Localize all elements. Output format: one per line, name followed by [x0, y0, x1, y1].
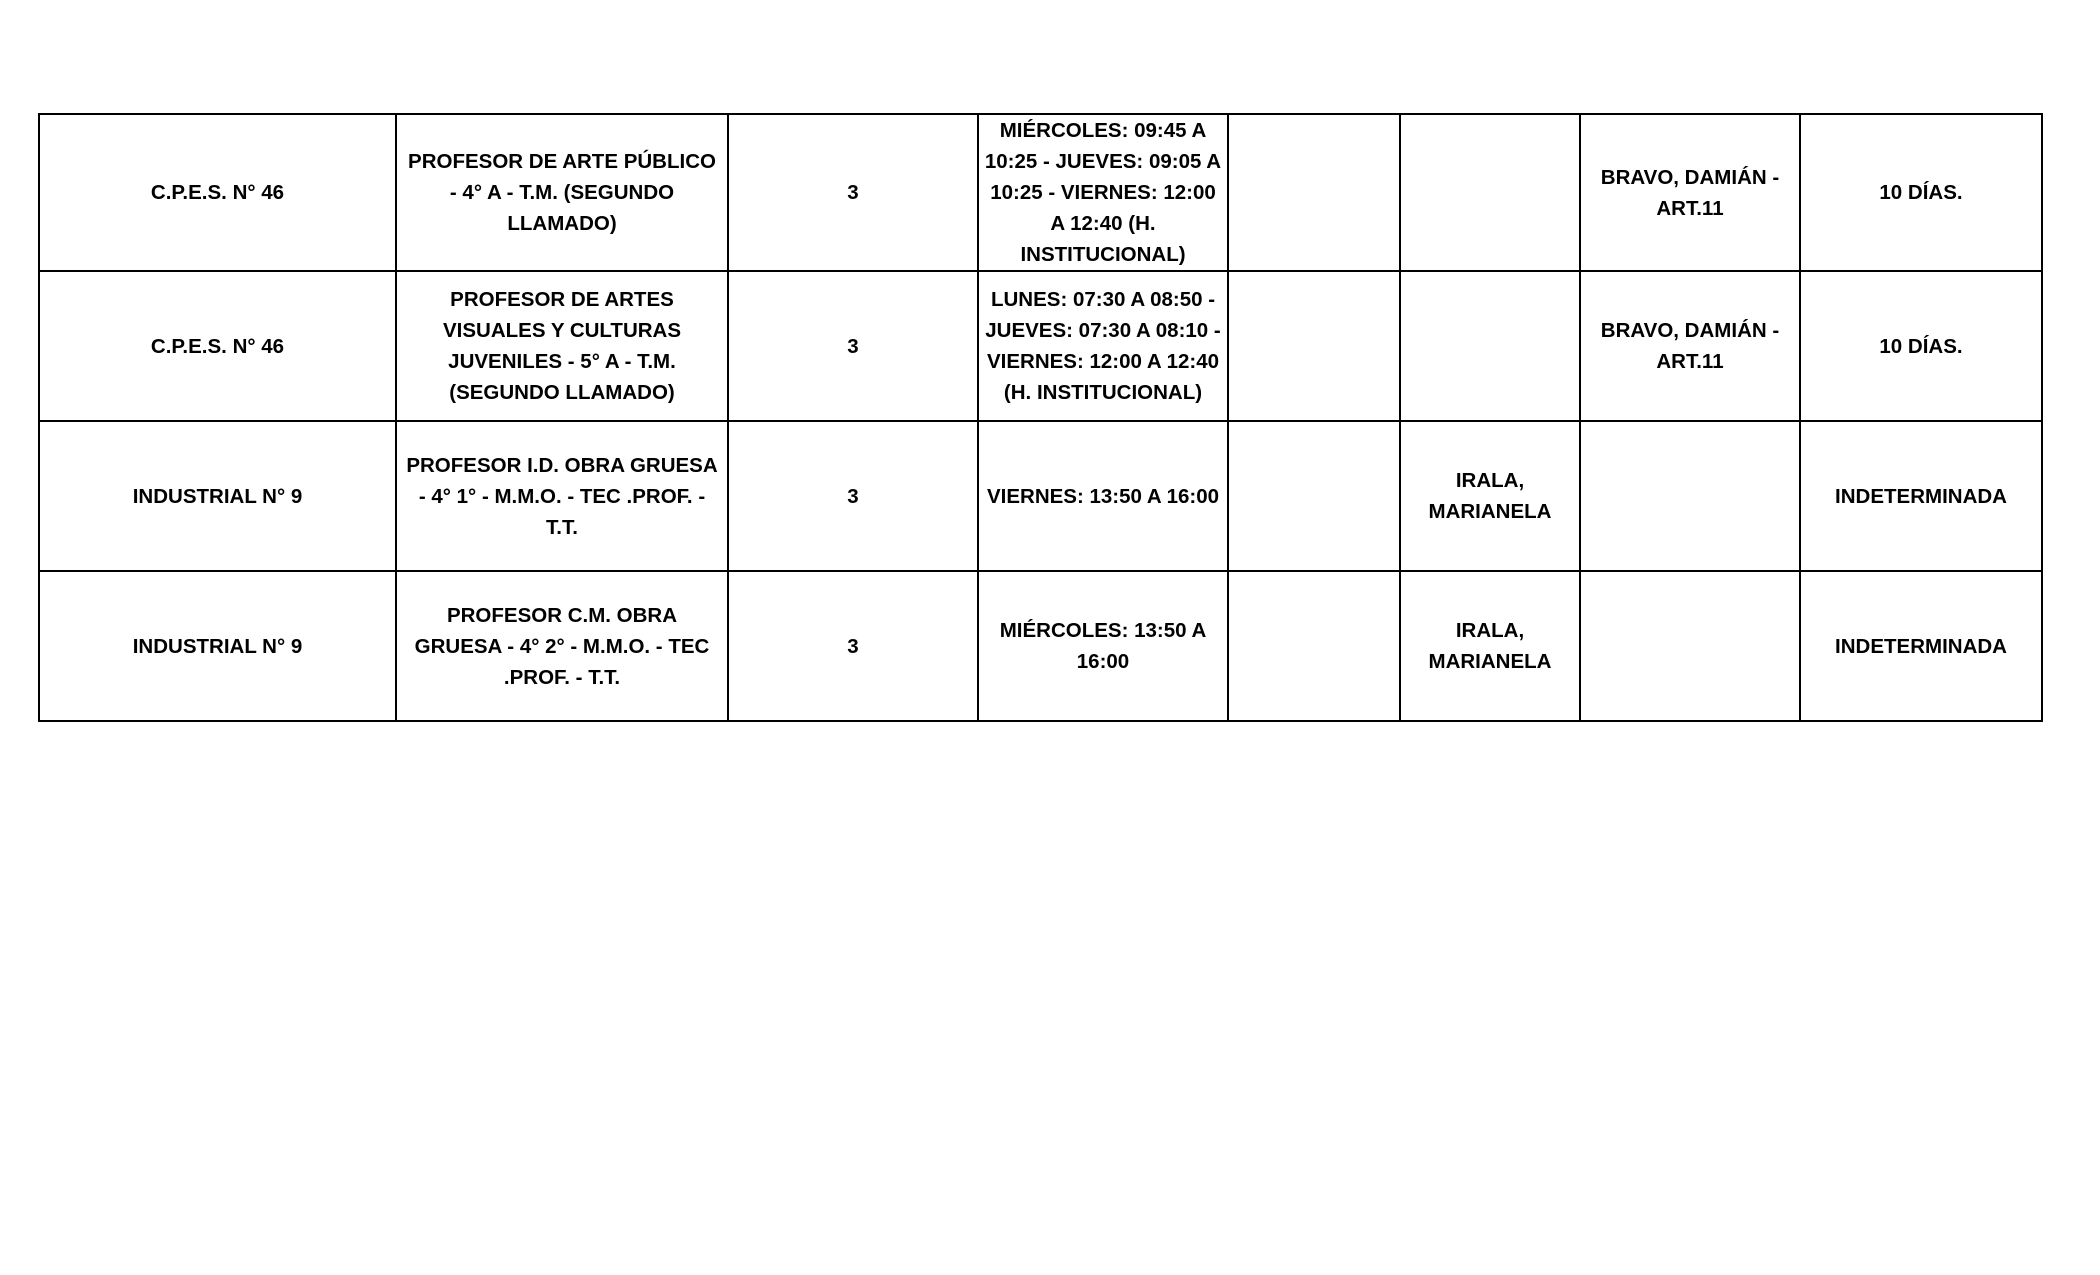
holder-cell: IRALA, MARIANELA — [1400, 571, 1580, 721]
replaced-cell — [1580, 421, 1800, 571]
school-cell: C.P.E.S. N° 46 — [39, 271, 396, 421]
duration-cell: INDETERMINADA — [1800, 421, 2042, 571]
hours-cell: 3 — [728, 271, 978, 421]
table-row — [39, 421, 2042, 571]
position-cell: PROFESOR DE ARTES VISUALES Y CULTURAS JUVENILES - 5° A - T.M. (SEGUNDO LLAMADO) — [396, 271, 728, 421]
replaced-cell: BRAVO, DAMIÁN - ART.11 — [1580, 271, 1800, 421]
hours-cell: 3 — [728, 571, 978, 721]
school-cell: C.P.E.S. N° 46 — [39, 114, 396, 271]
duration-cell: 10 DÍAS. — [1800, 271, 2042, 421]
table-row — [39, 571, 2042, 721]
duration-cell: 10 DÍAS. — [1800, 114, 2042, 271]
hours-cell: 3 — [728, 421, 978, 571]
position-cell: PROFESOR DE ARTE PÚBLICO - 4° A - T.M. (SEGUNDO LLAMADO) — [396, 114, 728, 271]
table-row — [39, 114, 2042, 271]
school-cell: INDUSTRIAL N° 9 — [39, 421, 396, 571]
replaced-cell: BRAVO, DAMIÁN - ART.11 — [1580, 114, 1800, 271]
duration-cell: INDETERMINADA — [1800, 571, 2042, 721]
school-cell: INDUSTRIAL N° 9 — [39, 571, 396, 721]
vacancy-table — [38, 113, 2043, 722]
schedule-cell: LUNES: 07:30 A 08:50 - JUEVES: 07:30 A 08:10 - VIERNES: 12:00 A 12:40 (H. INSTITUCIONAL) — [978, 271, 1228, 421]
table-row — [39, 271, 2042, 421]
empty-cell — [1228, 421, 1400, 571]
hours-cell: 3 — [728, 114, 978, 271]
empty-cell — [1228, 271, 1400, 421]
position-cell: PROFESOR I.D. OBRA GRUESA - 4° 1° - M.M.O. - TEC .PROF. - T.T. — [396, 421, 728, 571]
holder-cell — [1400, 271, 1580, 421]
empty-cell — [1228, 571, 1400, 721]
empty-cell — [1228, 114, 1400, 271]
schedule-cell: MIÉRCOLES: 13:50 A 16:00 — [978, 571, 1228, 721]
holder-cell — [1400, 114, 1580, 271]
schedule-cell: VIERNES: 13:50 A 16:00 — [978, 421, 1228, 571]
holder-cell: IRALA, MARIANELA — [1400, 421, 1580, 571]
position-cell: PROFESOR C.M. OBRA GRUESA - 4° 2° - M.M.O. - TEC .PROF. - T.T. — [396, 571, 728, 721]
schedule-cell: MIÉRCOLES: 09:45 A 10:25 - JUEVES: 09:05 A 10:25 - VIERNES: 12:00 A 12:40 (H. INSTITUCIONAL) — [978, 114, 1228, 271]
replaced-cell — [1580, 571, 1800, 721]
